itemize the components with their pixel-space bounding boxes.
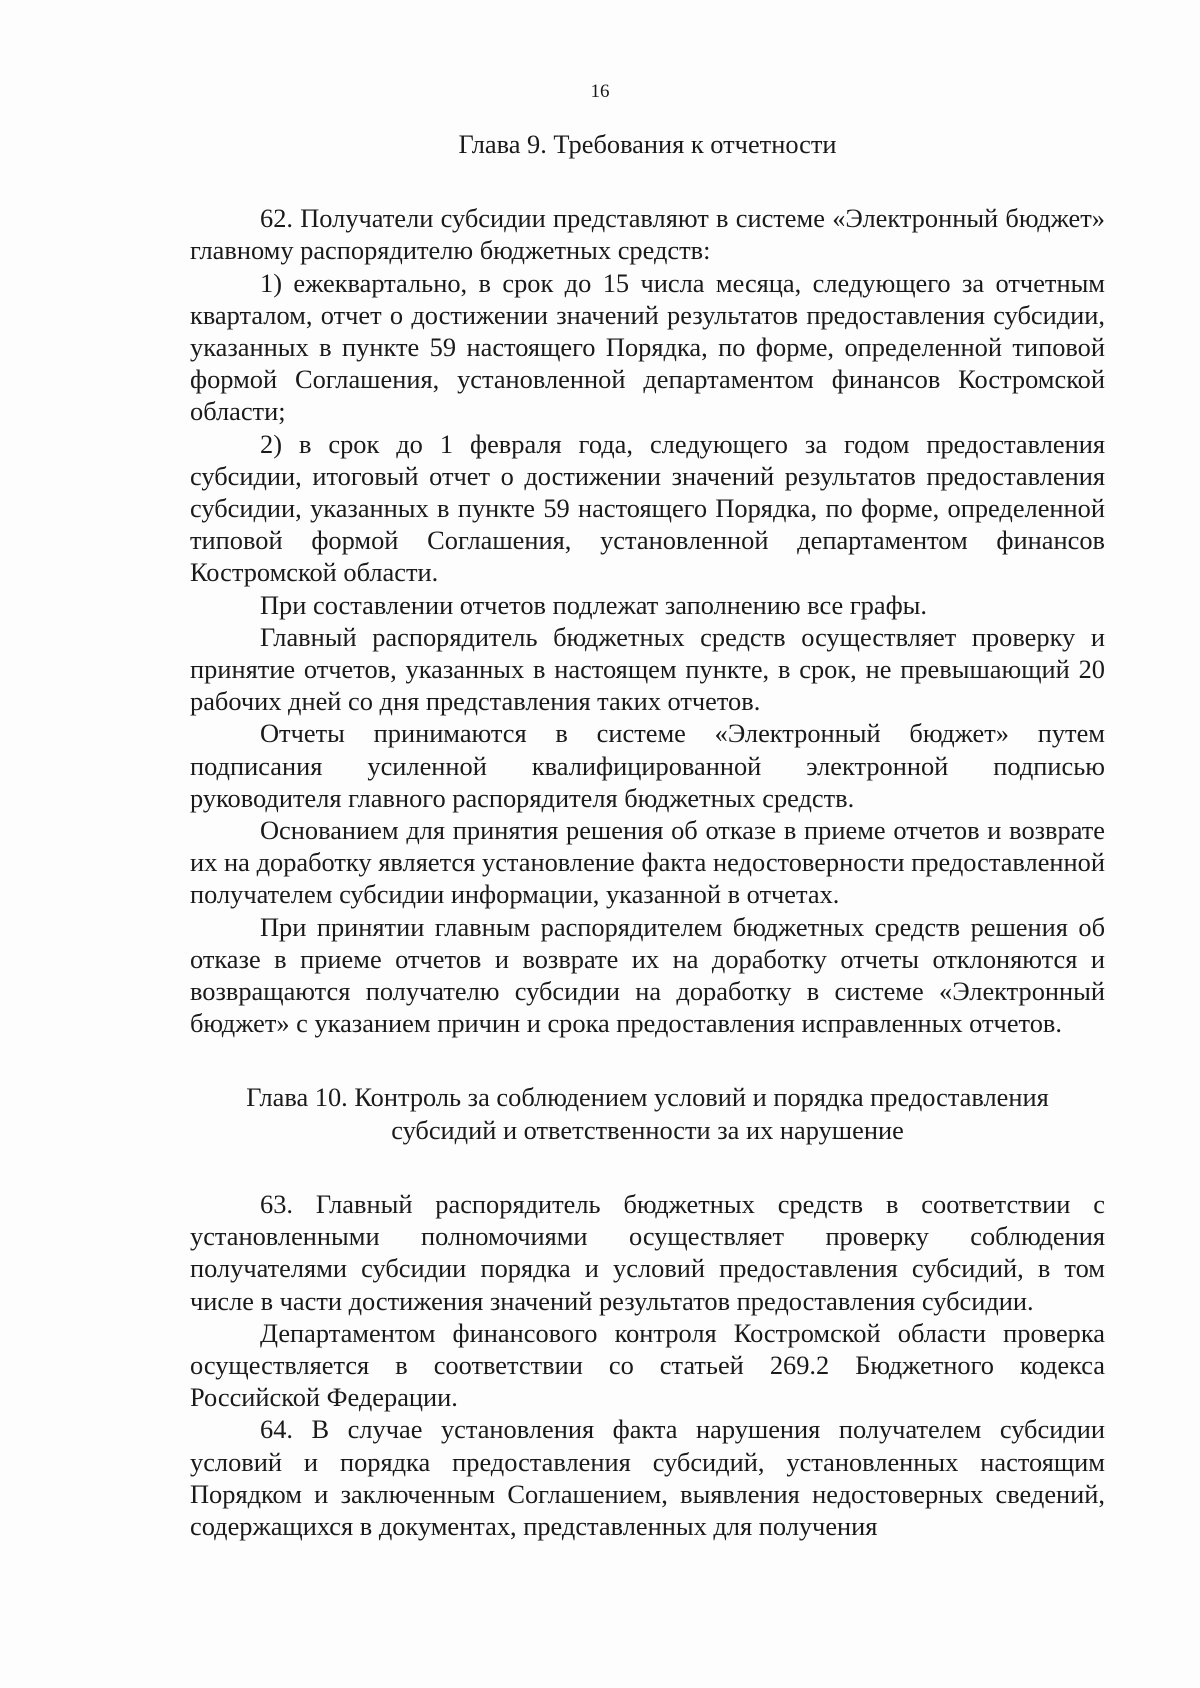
paragraph-62-item-1: 1) ежеквартально, в срок до 15 числа месяца, следующего за отчетным кварталом, отчет о достижении значений результатов предоставления субсидии, указанных в пункте 59 настоящего Порядка, по форме, определенной типовой формой Соглашения, установленной департаментом финансов Костромской области; <box>190 267 1105 427</box>
chapter-10-heading <box>190 1081 1105 1145</box>
paragraph-62-acceptance: Отчеты принимаются в системе «Электронный бюджет» путем подписания усиленной квалифицированной электронной подписью руководителя главного распорядителя бюджетных средств. <box>190 718 1105 813</box>
paragraph-62-refusal-basis: Основанием для принятия решения об отказе в приеме отчетов и возврате их на доработку является установление факта недостоверности предоставленной получателем субсидии информации, указанной в отчетах. <box>190 815 1105 910</box>
chapter-10-heading-line-1: Глава 10. Контроль за соблюдением условий и порядка предоставления <box>246 1082 1049 1113</box>
page-number: 16 <box>590 81 610 102</box>
paragraph-62-return: При принятии главным распорядителем бюджетных средств решения об отказе в приеме отчетов и возврате их на доработку отчеты отклоняются и возвращаются получателю субсидии на доработку в системе «Электронный бюджет» с указанием причин и срока предоставления исправленных отчетов. <box>190 911 1105 1039</box>
paragraph-62: 62. Получатели субсидии представляют в системе «Электронный бюджет» главному распорядителю бюджетных средств: <box>190 203 1105 266</box>
paragraph-62-verification: Главный распорядитель бюджетных средств осуществляет проверку и принятие отчетов, указанных в настоящем пункте, в срок, не превышающий 20 рабочих дней со дня представления таких отчетов. <box>190 621 1105 717</box>
paragraph-64: 64. В случае установления факта нарушения получателем субсидии условий и порядка предоставления субсидий, установленных настоящим Порядком и заключенным Соглашением, выявления недостоверных сведений, содержащихся в документах, представленных для получения <box>190 1414 1105 1541</box>
paragraph-62-fill-all: При составлении отчетов подлежат заполнению все графы. <box>260 589 927 620</box>
paragraph-63: 63. Главный распорядитель бюджетных средств в соответствии с установленными полномочиями осуществляет проверку соблюдения получателями субсидии порядка и условий предоставления субсидий, в том числе в части достижения значений результатов предоставления субсидии. <box>190 1188 1105 1316</box>
chapter-9-heading: Глава 9. Требования к отчетности <box>458 129 837 159</box>
document-body <box>190 128 1105 1542</box>
chapter-10-heading-line-2: субсидий и ответственности за их нарушение <box>391 1114 904 1145</box>
paragraph-62-item-2: 2) в срок до 1 февраля года, следующего за годом предоставления субсидии, итоговый отчет о достижении значений результатов предоставления субсидии, указанных в пункте 59 настоящего Порядка, по форме, определенной типовой формой Соглашения, установленной департаментом финансов Костромской области. <box>190 428 1105 588</box>
paragraph-63-financial-control: Департаментом финансового контроля Костромской области проверка осуществляется в соответствии со статьей 269.2 Бюджетного кодекса Российской Федерации. <box>190 1317 1105 1413</box>
